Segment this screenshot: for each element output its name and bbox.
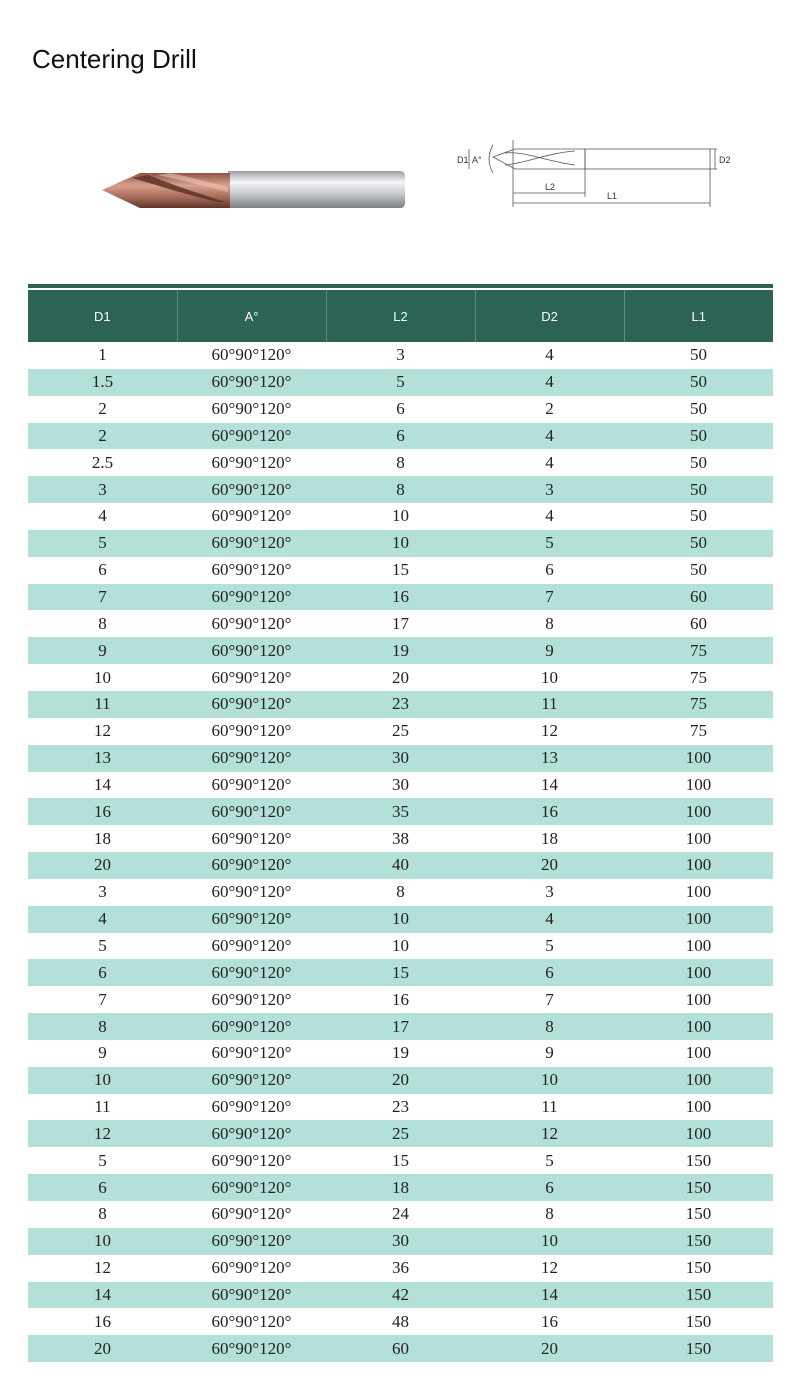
cell-l2: 36 (392, 1258, 409, 1278)
cell-angle: 60°90°120° (211, 506, 292, 526)
cell-angle: 60°90°120° (211, 1258, 292, 1278)
cell-d2: 4 (545, 506, 554, 526)
table-row (28, 369, 773, 396)
cell-l1: 100 (685, 1097, 712, 1117)
cell-l1: 150 (685, 1150, 712, 1170)
table-row (28, 1094, 773, 1121)
cell-d1: 14 (94, 774, 111, 794)
table-row (28, 879, 773, 906)
table-row (28, 933, 773, 960)
cell-l1: 150 (685, 1311, 712, 1331)
cell-l1: 50 (624, 530, 773, 557)
cell-l1: 50 (690, 506, 707, 526)
table-row (28, 1308, 773, 1335)
cell-d2: 3 (545, 882, 554, 902)
cell-d1: 16 (28, 798, 177, 825)
cell-d1: 12 (94, 1258, 111, 1278)
cell-d1: 8 (28, 1013, 177, 1040)
cell-l2: 30 (326, 1228, 475, 1255)
cell-angle: 60°90°120° (177, 423, 326, 450)
cell-d2: 6 (475, 959, 624, 986)
cell-d2: 5 (475, 530, 624, 557)
cell-l2: 10 (326, 530, 475, 557)
cell-angle: 60°90°120° (211, 989, 292, 1009)
cell-l1: 100 (624, 798, 773, 825)
cell-l1: 60 (690, 613, 707, 633)
cell-angle: 60°90°120° (211, 882, 292, 902)
cell-d2: 8 (545, 1204, 554, 1224)
cell-l2: 8 (396, 882, 405, 902)
cell-d2: 3 (475, 476, 624, 503)
cell-l2: 38 (392, 828, 409, 848)
cell-l2: 19 (326, 637, 475, 664)
cell-d1: 5 (98, 935, 107, 955)
cell-l2: 25 (392, 721, 409, 741)
table-row (28, 852, 773, 879)
cell-d2: 9 (475, 637, 624, 664)
cell-d2: 4 (475, 423, 624, 450)
cell-l2: 25 (326, 1120, 475, 1147)
cell-angle: 60°90°120° (211, 560, 292, 580)
cell-l2: 8 (326, 476, 475, 503)
cell-d1: 20 (28, 1335, 177, 1362)
cell-l1: 100 (624, 906, 773, 933)
cell-l2: 15 (326, 959, 475, 986)
table-row (28, 1228, 773, 1255)
column-header-l1: L1 (624, 290, 773, 342)
cell-d1: 5 (98, 1150, 107, 1170)
drill-photo (100, 160, 406, 216)
table-row (28, 664, 773, 691)
cell-l1: 100 (624, 1120, 773, 1147)
cell-d1: 12 (94, 721, 111, 741)
cell-l2: 8 (396, 452, 405, 472)
cell-d1: 11 (94, 1097, 111, 1117)
cell-d2: 6 (545, 560, 554, 580)
cell-d1: 2 (98, 399, 107, 419)
cell-angle: 60°90°120° (211, 667, 292, 687)
cell-d2: 4 (475, 369, 624, 396)
cell-d1: 2.5 (91, 452, 114, 472)
table-row (28, 1040, 773, 1067)
table-row (28, 718, 773, 745)
cell-d1: 20 (28, 852, 177, 879)
table-row (28, 1255, 773, 1282)
cell-angle: 60°90°120° (211, 345, 292, 365)
cell-angle: 60°90°120° (177, 584, 326, 611)
cell-angle: 60°90°120° (177, 691, 326, 718)
diagram-label-angle: A° (472, 155, 482, 165)
cell-l2: 17 (326, 1013, 475, 1040)
table-row (28, 423, 773, 450)
cell-d2: 4 (545, 452, 554, 472)
cell-d2: 14 (541, 774, 558, 794)
cell-l2: 5 (326, 369, 475, 396)
cell-l1: 150 (685, 1204, 712, 1224)
cell-angle: 60°90°120° (211, 1204, 292, 1224)
table-row (28, 772, 773, 799)
cell-l2: 30 (392, 774, 409, 794)
cell-d1: 10 (28, 1067, 177, 1094)
table-header-row (28, 290, 773, 342)
table-row (28, 610, 773, 637)
cell-l2: 10 (326, 906, 475, 933)
cell-angle: 60°90°120° (177, 745, 326, 772)
cell-d2: 2 (545, 399, 554, 419)
cell-d1: 12 (28, 1120, 177, 1147)
cell-l2: 10 (392, 506, 409, 526)
cell-angle: 60°90°120° (177, 1335, 326, 1362)
cell-d1: 16 (94, 1311, 111, 1331)
cell-l2: 30 (326, 745, 475, 772)
cell-angle: 60°90°120° (177, 959, 326, 986)
table-row (28, 1067, 773, 1094)
table-row (28, 1201, 773, 1228)
cell-angle: 60°90°120° (211, 774, 292, 794)
cell-d2: 7 (475, 584, 624, 611)
cell-angle: 60°90°120° (211, 399, 292, 419)
cell-l2: 48 (392, 1311, 409, 1331)
cell-l1: 50 (690, 560, 707, 580)
table-row (28, 584, 773, 611)
cell-l2: 15 (392, 560, 409, 580)
drill-dimension-drawing (455, 135, 745, 215)
table-row (28, 986, 773, 1013)
cell-l2: 40 (326, 852, 475, 879)
cell-angle: 60°90°120° (211, 1150, 292, 1170)
cell-d1: 4 (98, 506, 107, 526)
cell-d1: 10 (94, 667, 111, 687)
cell-d2: 20 (475, 1335, 624, 1362)
cell-l1: 75 (690, 667, 707, 687)
cell-l1: 75 (690, 721, 707, 741)
table-row (28, 1282, 773, 1309)
cell-angle: 60°90°120° (177, 1120, 326, 1147)
cell-l1: 60 (624, 584, 773, 611)
cell-l2: 3 (396, 345, 405, 365)
cell-l1: 150 (685, 1258, 712, 1278)
cell-angle: 60°90°120° (177, 906, 326, 933)
cell-d2: 16 (541, 1311, 558, 1331)
cell-l1: 100 (624, 959, 773, 986)
table-row (28, 1013, 773, 1040)
cell-angle: 60°90°120° (211, 935, 292, 955)
cell-l1: 100 (624, 852, 773, 879)
cell-d1: 13 (28, 745, 177, 772)
cell-d1: 6 (98, 560, 107, 580)
cell-angle: 60°90°120° (177, 1013, 326, 1040)
table-row (28, 503, 773, 530)
cell-angle: 60°90°120° (211, 613, 292, 633)
cell-l2: 23 (392, 1097, 409, 1117)
cell-angle: 60°90°120° (211, 828, 292, 848)
diagram-label-d2: D2 (719, 155, 731, 165)
cell-d2: 9 (545, 1043, 554, 1063)
cell-l1: 100 (624, 1067, 773, 1094)
cell-angle: 60°90°120° (177, 1174, 326, 1201)
cell-l2: 18 (326, 1174, 475, 1201)
cell-l1: 50 (624, 476, 773, 503)
table-row (28, 637, 773, 664)
cell-l1: 100 (685, 989, 712, 1009)
cell-l2: 20 (392, 667, 409, 687)
column-header-angle: A° (177, 290, 326, 342)
cell-d1: 8 (98, 1204, 107, 1224)
table-row (28, 906, 773, 933)
cell-angle: 60°90°120° (177, 476, 326, 503)
cell-l2: 24 (392, 1204, 409, 1224)
cell-d2: 5 (545, 1150, 554, 1170)
table-row (28, 396, 773, 423)
cell-l2: 6 (396, 399, 405, 419)
cell-d1: 7 (28, 584, 177, 611)
page-title: Centering Drill (32, 44, 197, 74)
cell-d1: 18 (94, 828, 111, 848)
cell-d1: 1.5 (28, 369, 177, 396)
cell-angle: 60°90°120° (177, 369, 326, 396)
cell-d2: 10 (475, 1067, 624, 1094)
cell-l2: 19 (392, 1043, 409, 1063)
cell-l1: 100 (624, 745, 773, 772)
cell-l1: 50 (690, 452, 707, 472)
cell-l2: 35 (326, 798, 475, 825)
cell-d2: 7 (545, 989, 554, 1009)
cell-l1: 100 (685, 935, 712, 955)
cell-angle: 60°90°120° (177, 798, 326, 825)
cell-l2: 6 (326, 423, 475, 450)
cell-angle: 60°90°120° (211, 1097, 292, 1117)
cell-angle: 60°90°120° (211, 721, 292, 741)
table-row (28, 557, 773, 584)
table-row (28, 745, 773, 772)
cell-l2: 17 (392, 613, 409, 633)
cell-d1: 2 (28, 423, 177, 450)
cell-d1: 10 (28, 1228, 177, 1255)
cell-d1: 6 (28, 1174, 177, 1201)
cell-angle: 60°90°120° (177, 1228, 326, 1255)
cell-l1: 50 (690, 345, 707, 365)
table-body (28, 342, 773, 1362)
table-row (28, 1120, 773, 1147)
table-row (28, 1174, 773, 1201)
cell-d1: 7 (98, 989, 107, 1009)
cell-angle: 60°90°120° (177, 637, 326, 664)
cell-l1: 100 (624, 1013, 773, 1040)
cell-l1: 100 (685, 1043, 712, 1063)
cell-d2: 13 (475, 745, 624, 772)
cell-d2: 5 (545, 935, 554, 955)
cell-l1: 50 (690, 399, 707, 419)
cell-l1: 150 (624, 1228, 773, 1255)
cell-l2: 20 (326, 1067, 475, 1094)
cell-l2: 60 (326, 1335, 475, 1362)
cell-l1: 150 (624, 1174, 773, 1201)
cell-angle: 60°90°120° (177, 1282, 326, 1309)
table-row (28, 449, 773, 476)
cell-d2: 6 (475, 1174, 624, 1201)
table-row (28, 1335, 773, 1362)
cell-d2: 11 (541, 1097, 558, 1117)
cell-d2: 12 (541, 1258, 558, 1278)
cell-l2: 16 (392, 989, 409, 1009)
cell-d1: 6 (28, 959, 177, 986)
table-row (28, 959, 773, 986)
cell-l2: 16 (326, 584, 475, 611)
cell-d1: 3 (98, 882, 107, 902)
cell-l1: 100 (685, 828, 712, 848)
diagram-label-l1: L1 (607, 191, 618, 201)
cell-d1: 9 (98, 1043, 107, 1063)
cell-d2: 4 (475, 906, 624, 933)
cell-l2: 10 (392, 935, 409, 955)
table-row (28, 476, 773, 503)
column-header-d2: D2 (475, 290, 624, 342)
cell-angle: 60°90°120° (211, 1043, 292, 1063)
cell-angle: 60°90°120° (211, 452, 292, 472)
cell-l1: 150 (624, 1335, 773, 1362)
cell-l2: 15 (392, 1150, 409, 1170)
cell-l1: 50 (624, 369, 773, 396)
cell-d2: 4 (545, 345, 554, 365)
cell-d2: 10 (475, 1228, 624, 1255)
cell-l1: 150 (624, 1282, 773, 1309)
spec-table (28, 290, 773, 1362)
cell-d2: 18 (541, 828, 558, 848)
cell-angle: 60°90°120° (177, 1067, 326, 1094)
cell-d1: 9 (28, 637, 177, 664)
table-row (28, 825, 773, 852)
diagram-label-l2: L2 (545, 182, 556, 192)
cell-l1: 50 (624, 423, 773, 450)
cell-d2: 11 (475, 691, 624, 718)
cell-angle: 60°90°120° (177, 852, 326, 879)
table-row (28, 342, 773, 369)
cell-l2: 42 (326, 1282, 475, 1309)
cell-angle: 60°90°120° (211, 1311, 292, 1331)
cell-d2: 12 (541, 721, 558, 741)
cell-d1: 14 (28, 1282, 177, 1309)
cell-d2: 16 (475, 798, 624, 825)
column-header-l2: L2 (326, 290, 475, 342)
diagram-label-d1: D1 (457, 155, 469, 165)
cell-d2: 8 (545, 613, 554, 633)
table-row (28, 691, 773, 718)
table-row (28, 798, 773, 825)
cell-d1: 8 (98, 613, 107, 633)
cell-l1: 100 (685, 882, 712, 902)
table-top-rule (28, 284, 773, 288)
cell-d2: 14 (475, 1282, 624, 1309)
cell-l1: 100 (685, 774, 712, 794)
cell-d1: 1 (98, 345, 107, 365)
cell-angle: 60°90°120° (177, 530, 326, 557)
cell-l2: 23 (326, 691, 475, 718)
cell-l1: 75 (624, 637, 773, 664)
table-row (28, 1147, 773, 1174)
cell-d2: 12 (475, 1120, 624, 1147)
cell-d1: 11 (28, 691, 177, 718)
cell-d2: 8 (475, 1013, 624, 1040)
column-header-d1: D1 (28, 290, 177, 342)
cell-d1: 3 (28, 476, 177, 503)
cell-d1: 5 (28, 530, 177, 557)
cell-d2: 20 (475, 852, 624, 879)
table-row (28, 530, 773, 557)
cell-l1: 75 (624, 691, 773, 718)
cell-d1: 4 (28, 906, 177, 933)
cell-d2: 10 (541, 667, 558, 687)
